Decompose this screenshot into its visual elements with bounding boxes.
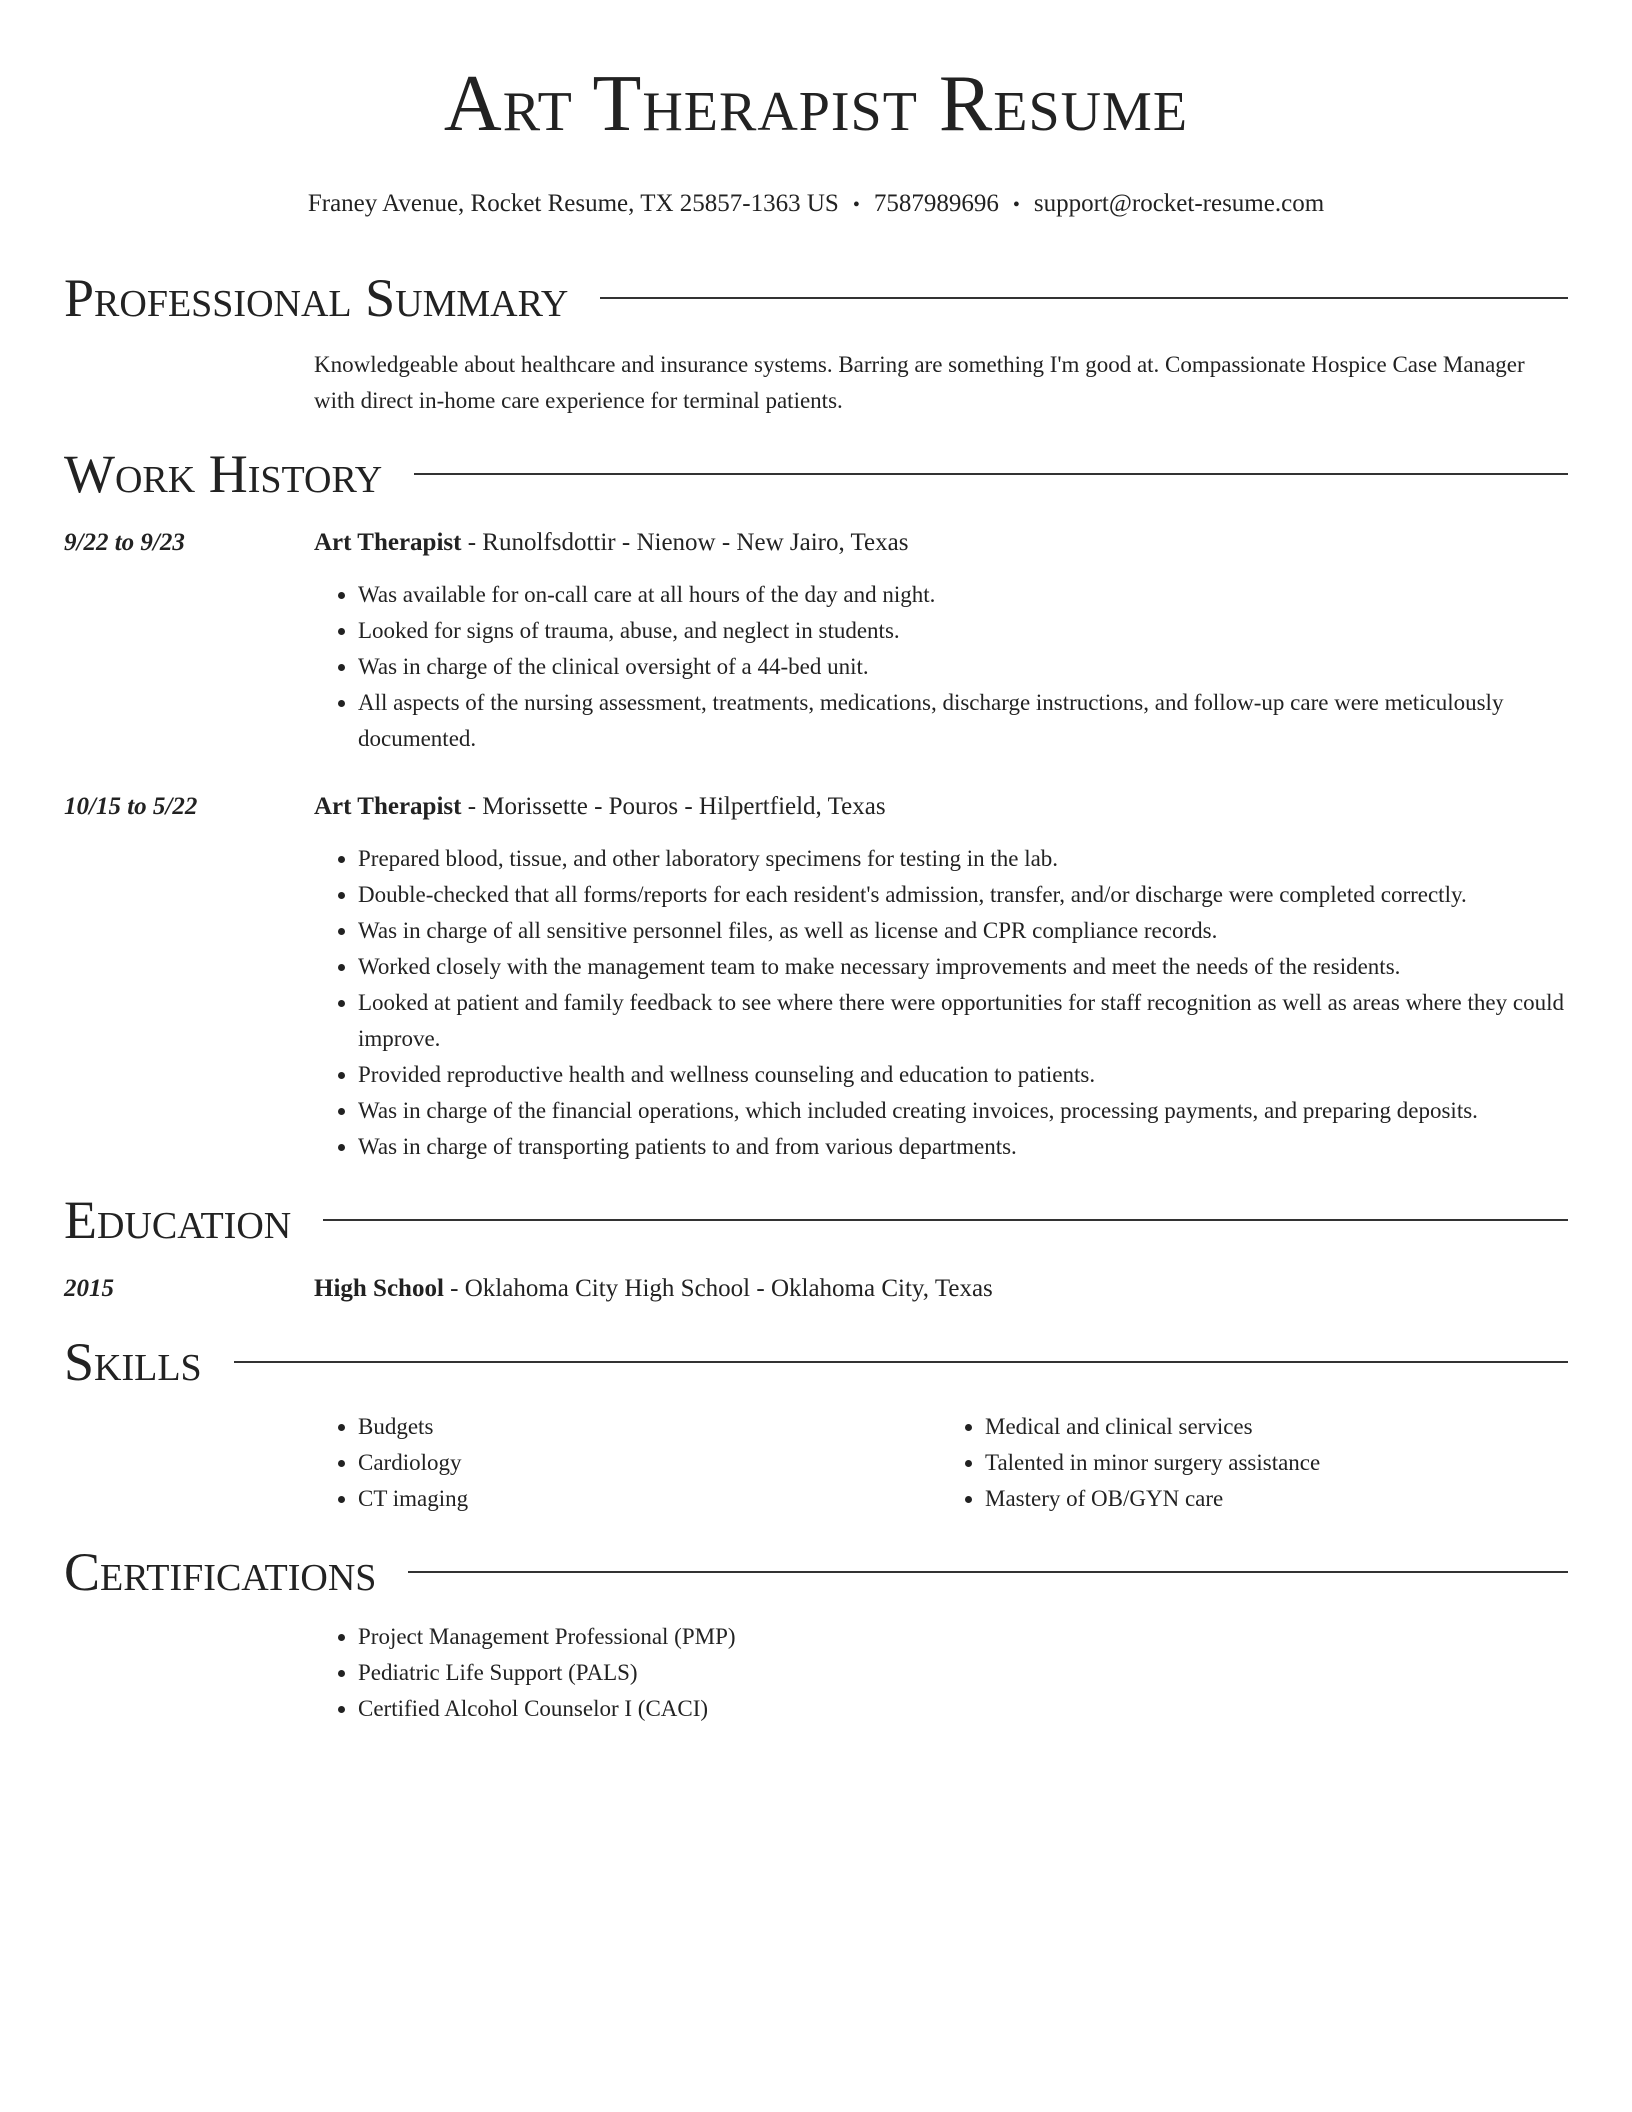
certifications-bullets [314, 1619, 1568, 1727]
list-item: • Mastery of OB/GYN care [985, 1481, 1568, 1517]
separator: • [852, 194, 860, 216]
job-details: - Runolfsdottir - Nienow - New Jairo, Texas [461, 529, 909, 556]
list-item: • Cardiology [358, 1445, 941, 1481]
certifications-section-header [64, 1539, 1568, 1605]
skills-section-header [64, 1329, 1568, 1395]
section-heading: Skills [64, 1332, 202, 1392]
certifications-list [314, 1619, 1568, 1727]
education-heading [314, 1271, 1568, 1307]
job-bullets [314, 841, 1568, 1165]
job-bullets [314, 577, 1568, 757]
job-heading [314, 525, 1568, 561]
section-divider [234, 1361, 1568, 1363]
job-heading [314, 789, 1568, 825]
education-year: 2015 [64, 1275, 114, 1302]
list-item: • Pediatric Life Support (PALS) [358, 1655, 1568, 1691]
education-degree: High School [314, 1275, 444, 1302]
section-heading: Certifications [64, 1542, 377, 1602]
list-item: • Was in charge of the clinical oversight of a 44-bed unit. [358, 649, 1568, 685]
job-body [314, 525, 1568, 757]
list-item: • All aspects of the nursing assessment, treatments, medications, discharge instructions, and follow-up care were meticulously documented. [358, 685, 1568, 757]
education-details: - Oklahoma City High School - Oklahoma City, Texas [443, 1275, 993, 1302]
skills-column-right [941, 1409, 1568, 1517]
email: support@rocket-resume.com [1033, 190, 1325, 217]
list-item: • CT imaging [358, 1481, 941, 1517]
job-entry [64, 525, 1568, 757]
resume-title: Art Therapist Resume [443, 60, 1189, 148]
education-body [314, 1271, 1568, 1307]
job-title: Art Therapist [314, 793, 462, 820]
list-item: • Budgets [358, 1409, 941, 1445]
section-divider [600, 297, 1568, 299]
section-divider [323, 1219, 1568, 1221]
separator: • [1012, 194, 1020, 216]
list-item: • Project Management Professional (PMP) [358, 1619, 1568, 1655]
skills-column-left [314, 1409, 941, 1517]
section-heading: Professional Summary [64, 268, 569, 328]
list-item: • Double-checked that all forms/reports for each resident's admission, transfer, and/or discharge were completed correctly. [358, 877, 1568, 913]
list-item: • Talented in minor surgery assistance [985, 1445, 1568, 1481]
list-item: • Was in charge of transporting patients to and from various departments. [358, 1129, 1568, 1165]
list-item: • Certified Alcohol Counselor I (CACI) [358, 1691, 1568, 1727]
section-heading: Education [64, 1190, 292, 1250]
list-item: • Looked at patient and family feedback to see where there were opportunities for staff recognition as well as areas where they could improve. [358, 985, 1568, 1057]
summary-section-header [64, 265, 1568, 331]
list-item: • Prepared blood, tissue, and other laboratory specimens for testing in the lab. [358, 841, 1568, 877]
skills-list [314, 1409, 1568, 1517]
job-dates: 9/22 to 9/23 [64, 529, 185, 556]
job-body [314, 789, 1568, 1165]
job-title: Art Therapist [314, 529, 462, 556]
job-details: - Morissette - Pouros - Hilpertfield, Texas [461, 793, 886, 820]
list-item: • Provided reproductive health and wellness counseling and education to patients. [358, 1057, 1568, 1093]
contact-line [64, 188, 1568, 221]
list-item: • Medical and clinical services [985, 1409, 1568, 1445]
job-entry [64, 789, 1568, 1165]
list-item: • Looked for signs of trauma, abuse, and neglect in students. [358, 613, 1568, 649]
list-item: • Was in charge of the financial operations, which included creating invoices, processing payments, and preparing deposits. [358, 1093, 1568, 1129]
section-heading: Work History [64, 444, 383, 504]
education-section-header [64, 1187, 1568, 1253]
section-divider [408, 1571, 1568, 1573]
job-dates: 10/15 to 5/22 [64, 793, 198, 820]
list-item: • Was available for on-call care at all hours of the day and night. [358, 577, 1568, 613]
work-history-section-header [64, 441, 1568, 507]
address: Franey Avenue, Rocket Resume, TX 25857-1363 US [307, 190, 839, 217]
education-entry [64, 1271, 1568, 1307]
phone: 7587989696 [873, 190, 999, 217]
list-item: • Worked closely with the management team to make necessary improvements and meet the needs of the residents. [358, 949, 1568, 985]
list-item: • Was in charge of all sensitive personnel files, as well as license and CPR compliance records. [358, 913, 1568, 949]
summary-text: Knowledgeable about healthcare and insurance systems. Barring are something I'm good at. Compassionate Hospice Case Manager with direct in-home care experience for terminal patients. [314, 352, 1525, 413]
section-divider [414, 473, 1568, 475]
